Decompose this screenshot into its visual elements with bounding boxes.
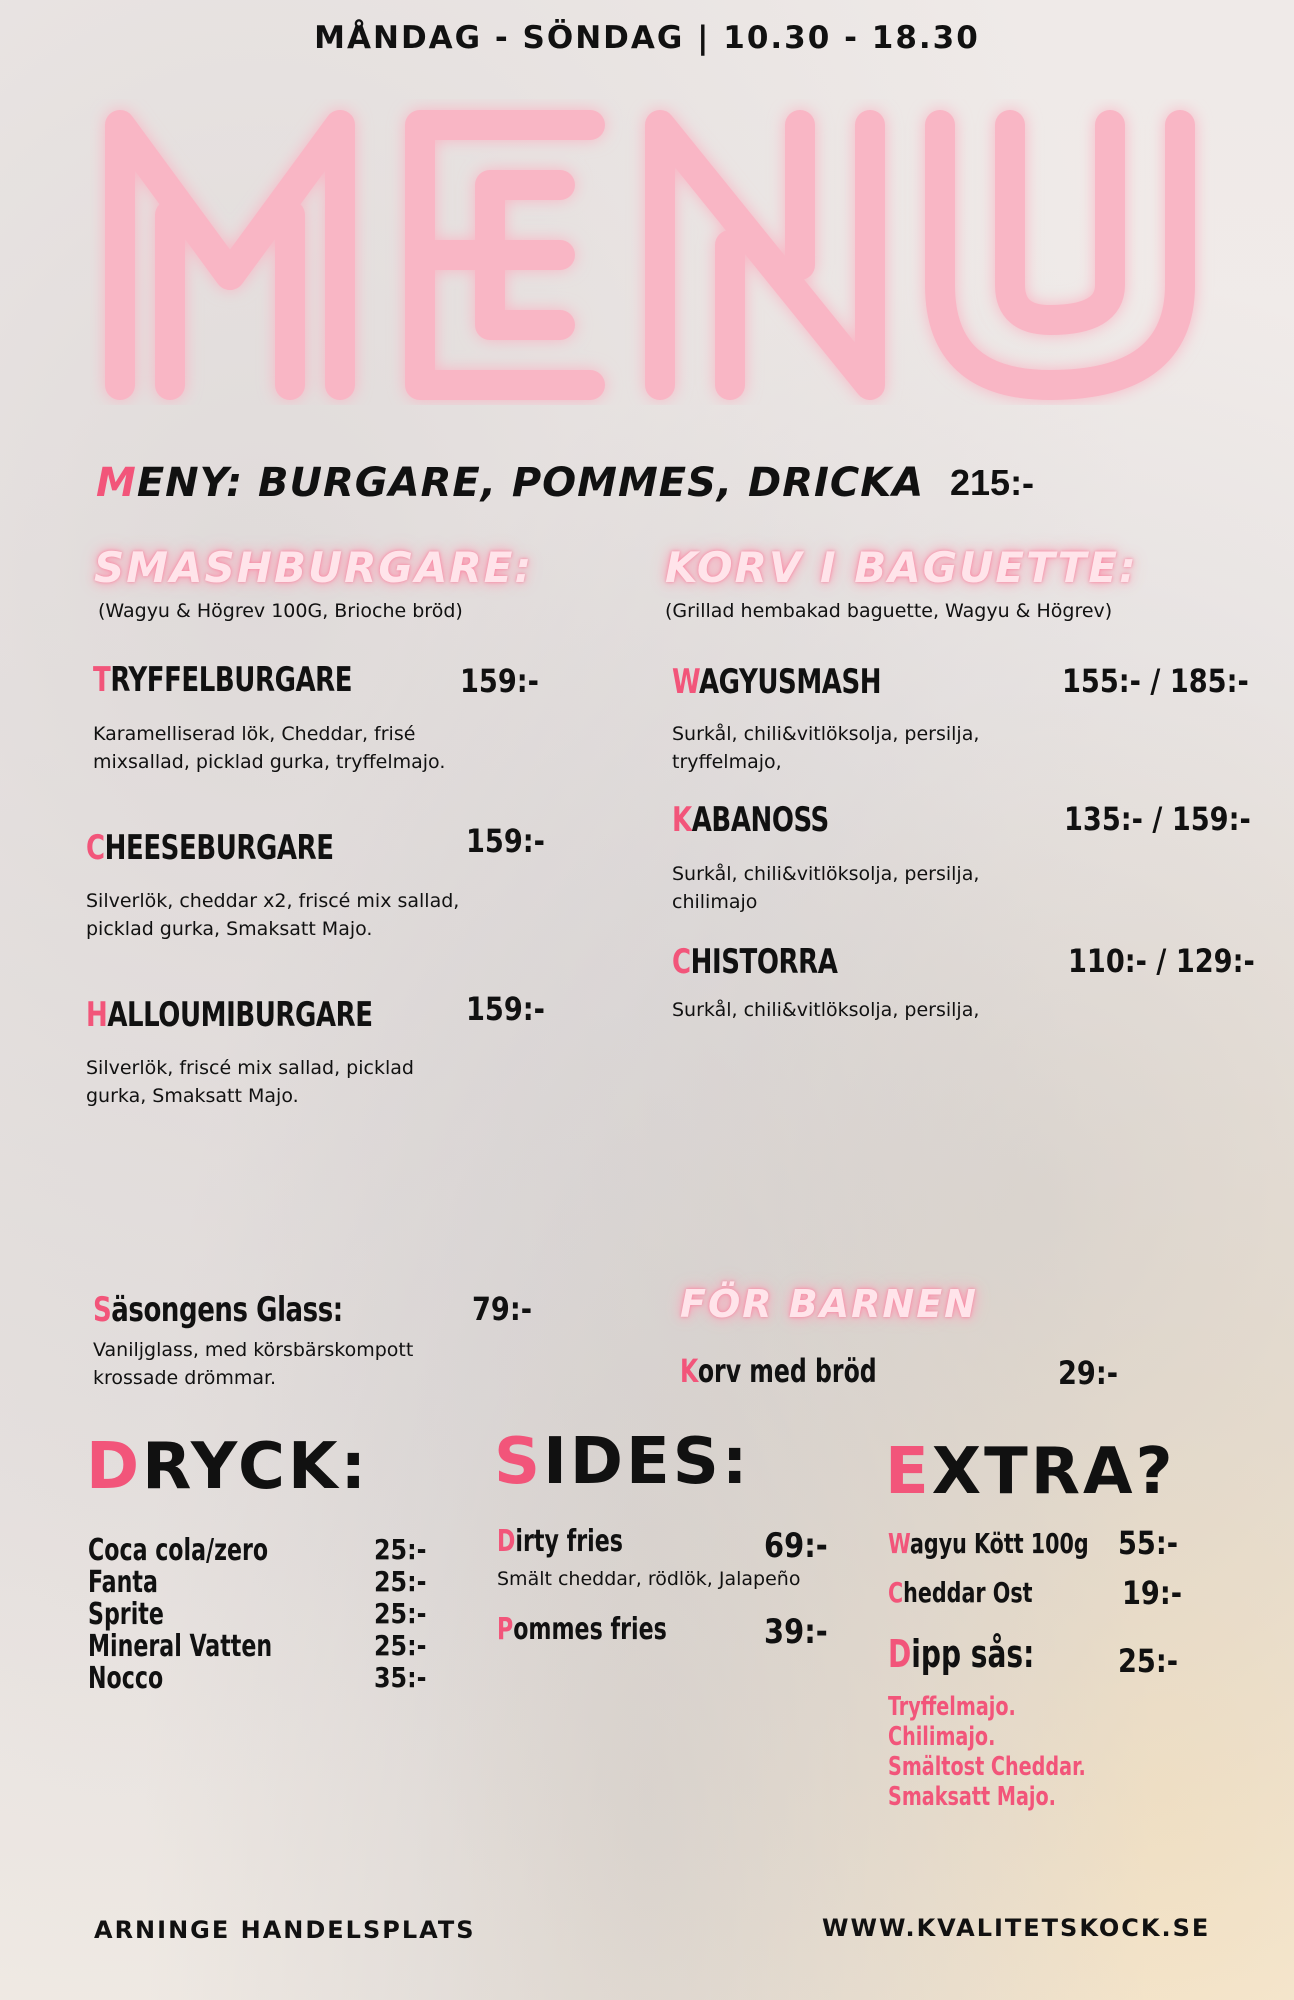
- side-item-price: 39:-: [764, 1612, 828, 1652]
- combo-offer-price: 215:-: [950, 462, 1035, 503]
- dip-option: Tryffelmajo.: [888, 1692, 1016, 1722]
- korv-subtitle: (Grillad hembakad baguette, Wagyu & Högrev): [665, 600, 1113, 622]
- smashburgare-heading: SMASHBURGARE:: [94, 543, 534, 592]
- menu-item-korv-med-brod: Korv med bröd: [680, 1352, 877, 1390]
- menu-item-description: Surkål, chili&vitlöksolja, persilja,: [672, 999, 980, 1021]
- menu-item-cheeseburgare: CHEESEBURGARE: [86, 828, 334, 868]
- footer-website[interactable]: WWW.KVALITETSKOCK.SE: [822, 1914, 1211, 1942]
- menu-item-chistorra: CHISTORRA: [672, 942, 838, 982]
- menu-item-description: Karamelliserad lök, Cheddar, frisé mixsallad, picklad gurka, tryffelmajo.: [93, 723, 446, 773]
- dip-option: Chilimajo.: [888, 1722, 996, 1752]
- drink-name: Sprite: [88, 1597, 164, 1632]
- sides-heading: SIDES:: [494, 1425, 751, 1499]
- dip-option: Smaksatt Majo.: [888, 1782, 1056, 1812]
- combo-offer: [96, 460, 924, 506]
- opening-hours: MÅNDAG - SÖNDAG | 10.30 - 18.30: [314, 20, 980, 56]
- menu-item-price: 29:-: [1058, 1354, 1119, 1392]
- drink-price: 25:-: [374, 1565, 427, 1598]
- drink-name: Mineral Vatten: [88, 1629, 273, 1664]
- menu-item-price: 110:- / 129:-: [1068, 942, 1255, 980]
- menu-item-price: 159:-: [460, 662, 539, 700]
- menu-item-description: Silverlök, friscé mix sallad, picklad gurka, Smaksatt Majo.: [86, 1057, 414, 1107]
- menu-item-description: Silverlök, cheddar x2, friscé mix sallad, picklad gurka, Smaksatt Majo.: [86, 890, 460, 940]
- side-item-pommes-fries: Pommes fries: [497, 1612, 667, 1647]
- extra-item-wagyu: Wagyu Kött 100g: [888, 1527, 1089, 1560]
- menu-item-kabanoss: KABANOSS: [672, 800, 829, 840]
- drink-price: 25:-: [374, 1629, 427, 1662]
- drink-price: 25:-: [374, 1533, 427, 1566]
- dryck-heading: DRYCK:: [86, 1430, 370, 1504]
- combo-offer-initial: M: [96, 460, 137, 506]
- menu-item-price: 135:- / 159:-: [1064, 800, 1251, 838]
- menu-title: [90, 95, 1220, 405]
- menu-item-description: Surkål, chili&vitlöksolja, persilja, chilimajo: [672, 863, 980, 913]
- side-item-dirty-fries: Dirty fries: [497, 1524, 623, 1559]
- korv-heading: KORV I BAGUETTE:: [665, 543, 1138, 592]
- menu-item-description: Surkål, chili&vitlöksolja, persilja, tryffelmajo,: [672, 723, 980, 773]
- extra-item-price: 55:-: [1118, 1524, 1179, 1562]
- drink-name: Fanta: [88, 1565, 158, 1600]
- dip-options: [888, 1692, 1086, 1812]
- extra-item-dipp: Dipp sås:: [888, 1632, 1035, 1676]
- menu-item-price: 79:-: [472, 1290, 533, 1328]
- menu-item-tryffelburgare: TRYFFELBURGARE: [93, 660, 353, 700]
- drink-price: 35:-: [374, 1661, 427, 1694]
- menu-item-description: Vaniljglass, med körsbärskompott krossade drömmar.: [93, 1339, 414, 1389]
- drink-name: Coca cola/zero: [88, 1533, 269, 1568]
- dip-option: Smältost Cheddar.: [888, 1752, 1086, 1782]
- menu-item-price: 155:- / 185:-: [1062, 662, 1249, 700]
- extra-heading: EXTRA?: [885, 1435, 1176, 1509]
- drink-name: Nocco: [88, 1661, 164, 1696]
- barnen-heading: FÖR BARNEN: [680, 1282, 978, 1326]
- side-item-description: Smält cheddar, rödlök, Jalapeño: [497, 1568, 801, 1590]
- smashburgare-subtitle: (Wagyu & Högrev 100G, Brioche bröd): [98, 600, 463, 622]
- extra-item-price: 19:-: [1122, 1574, 1183, 1612]
- menu-item-sasongens-glass: Säsongens Glass:: [93, 1290, 343, 1330]
- menu-item-halloumiburgare: HALLOUMIBURGARE: [86, 995, 373, 1035]
- combo-offer-label: ENY: BURGARE, POMMES, DRICKA: [136, 460, 925, 506]
- extra-item-price: 25:-: [1118, 1642, 1179, 1680]
- drink-price: 25:-: [374, 1597, 427, 1630]
- menu-item-wagyusmash: WAGYUSMASH: [672, 662, 882, 702]
- footer-location: ARNINGE HANDELSPLATS: [94, 1916, 476, 1944]
- extra-item-cheddar: Cheddar Ost: [888, 1576, 1033, 1609]
- menu-item-price: 159:-: [466, 990, 545, 1028]
- side-item-price: 69:-: [764, 1526, 828, 1566]
- menu-item-price: 159:-: [466, 822, 545, 860]
